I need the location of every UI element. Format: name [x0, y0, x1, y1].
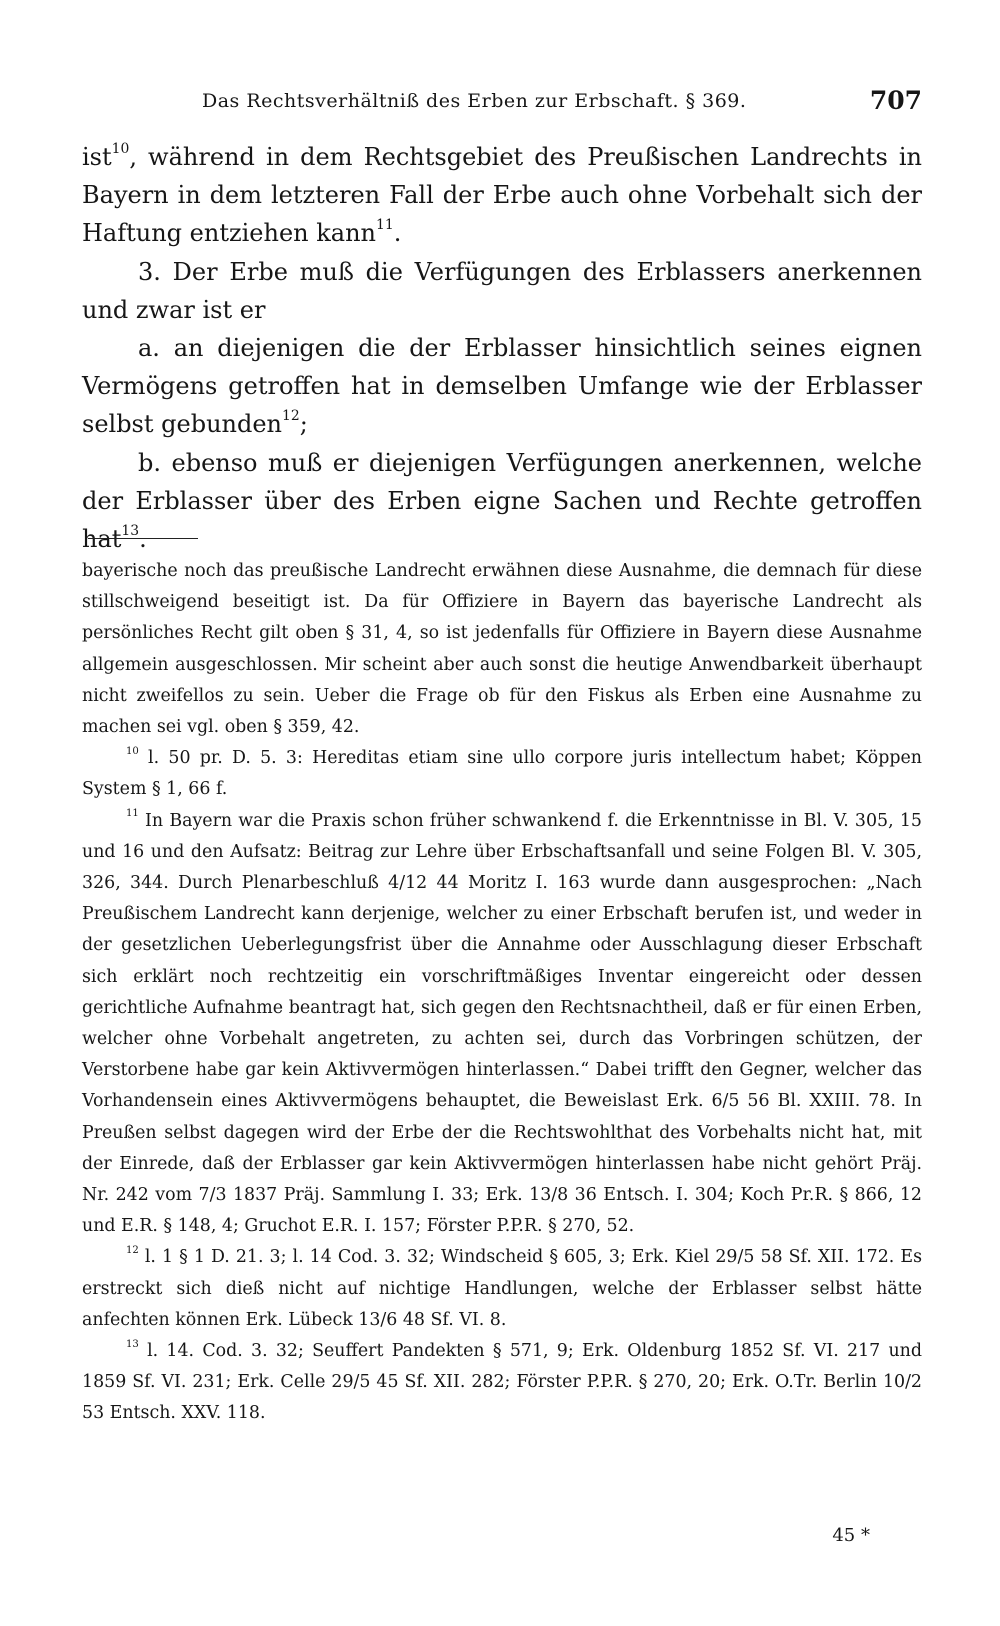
text-run: .	[139, 525, 147, 554]
footnotes	[82, 556, 922, 1430]
footnote-11	[82, 806, 922, 1243]
paragraph-b	[82, 444, 922, 559]
footnote-10	[82, 743, 922, 805]
paragraph-a	[82, 329, 922, 444]
footnote-continuation: bayerische noch das preußische Landrecht erwähnen diese Ausnahme, die demnach für diese stillschweigend beseitigt ist. Da für Offiziere in Bayern das bayerische Landrecht als persönliches Recht gilt oben § 31, 4, so ist jedenfalls für Offiziere in Bayern diese Ausnahme allgemein ausgeschlossen. Mir scheint aber auch sonst die heutige Anwendbarkeit überhaupt nicht zweifellos zu sein. Ueber die Frage ob für den Fiskus als Erben eine Ausnahme zu machen sei vgl. oben § 359, 42.	[82, 561, 922, 738]
footnote-text: In Bayern war die Praxis schon früher schwankend f. die Erkenntnisse in Bl. V. 305, 15 und 16 und den Aufsatz: Beitrag zur Lehre über Erbschaftsanfall und seine Folgen Bl. V. 305, 326, 344. Durch Plenarbeschluß 4/12 44 Moritz I. 163 wurde dann ausgesprochen: „Nach Preußischem Landrecht kann derjenige, welcher zu einer Erbschaft berufen ist, und weder in der gesetzlichen Ueberlegungsfrist über die Annahme oder Ausschlagung dieser Erbschaft sich erklärt noch rechtzeitig ein vorschriftmäßiges Inventar eingereicht oder dessen gerichtliche Aufnahme beantragt hat, sich gegen den Rechtsnachtheil, daß er für einen Erben, welcher ohne Vorbehalt angetreten, zu achten sei, durch das Vorbringen schützen, der Verstorbene habe gar kein Aktivvermögen hinterlassen.“ Dabei trifft den Gegner, welcher das Vorhandensein eines Aktivvermögens behauptet, die Beweislast Erk. 6/5 56 Bl. XXIII. 78. In Preußen selbst dagegen wird der Erbe der die Rechtswohlthat des Vorbehalts nicht hat, mit der Einrede, daß der Erblasser gar kein Aktivvermögen hinterlassen habe nicht gehört Präj. Nr. 242 vom 7/3 1837 Präj. Sammlung I. 33; Erk. 13/8 36 Entsch. I. 304; Koch Pr.R. § 866, 12 und E.R. § 148, 4; Gruchot E.R. I. 157; Förster P.P.R. § 270, 52.	[82, 810, 922, 1237]
footnote-ref-12: 12	[282, 407, 300, 424]
footnote-13	[82, 1336, 922, 1430]
printer-signature-mark: 45 *	[832, 1525, 870, 1546]
paragraph-3: 3. Der Erbe muß die Verfügungen des Erblassers anerkennen und zwar ist er	[82, 257, 922, 324]
footnote-text: l. 14. Cod. 3. 32; Seuffert Pandekten § 571, 9; Erk. Oldenburg 1852 Sf. VI. 217 und 1859 Sf. VI. 231; Erk. Celle 29/5 45 Sf. XII. 282; Förster P.P.R. § 270, 20; Erk. O.Tr. Berlin 10/2 53 Entsch. XXV. 118.	[82, 1341, 922, 1424]
text-run: ist	[82, 143, 112, 171]
footnote-12	[82, 1242, 922, 1336]
page-number: 707	[869, 86, 922, 115]
text-run: b. ebenso muß er diejenigen Verfügungen anerkennen, welche der Erblasser über des Erben eigne Sachen und Rechte getroffen hat	[82, 448, 922, 554]
footnote-divider	[88, 538, 198, 539]
footnote-ref-11: 11	[376, 216, 394, 233]
paragraph-1	[82, 138, 922, 253]
text-run: a. an diejenigen die der Erblasser hinsichtlich seines eignen Vermögens getroffen hat in demselben Umfange wie der Erblasser selbst gebunden	[82, 334, 922, 439]
text-run: ;	[299, 410, 308, 439]
footnote-text: l. 1 § 1 D. 21. 3; l. 14 Cod. 3. 32; Windscheid § 605, 3; Erk. Kiel 29/5 58 Sf. XII. 172. Es erstreckt sich dieß nicht auf nichtige Handlungen, welche der Erblasser selbst hätte anfechten können Erk. Lübeck 13/6 48 Sf. VI. 8.	[82, 1247, 922, 1330]
footnote-number: 10	[126, 745, 139, 757]
footnote-number: 12	[126, 1245, 139, 1257]
running-title: Das Rechtsverhältniß des Erben zur Erbschaft. § 369.	[202, 90, 747, 112]
running-header	[82, 86, 922, 120]
footnote-number: 13	[126, 1338, 139, 1350]
text-run: , während in dem Rechtsgebiet des Preußischen Landrechts in Bayern in dem letzteren Fall der Erbe auch ohne Vorbehalt sich der Haftung entziehen kann	[82, 143, 922, 248]
footnote-ref-10: 10	[111, 140, 130, 157]
footnote-number: 11	[126, 808, 139, 820]
main-text	[82, 138, 922, 558]
footnote-ref-13: 13	[121, 522, 140, 539]
footnote-text: l. 50 pr. D. 5. 3: Hereditas etiam sine ullo corpore juris intellectum habet; Köppen System § 1, 66 f.	[82, 748, 922, 800]
text-run: .	[393, 219, 402, 248]
